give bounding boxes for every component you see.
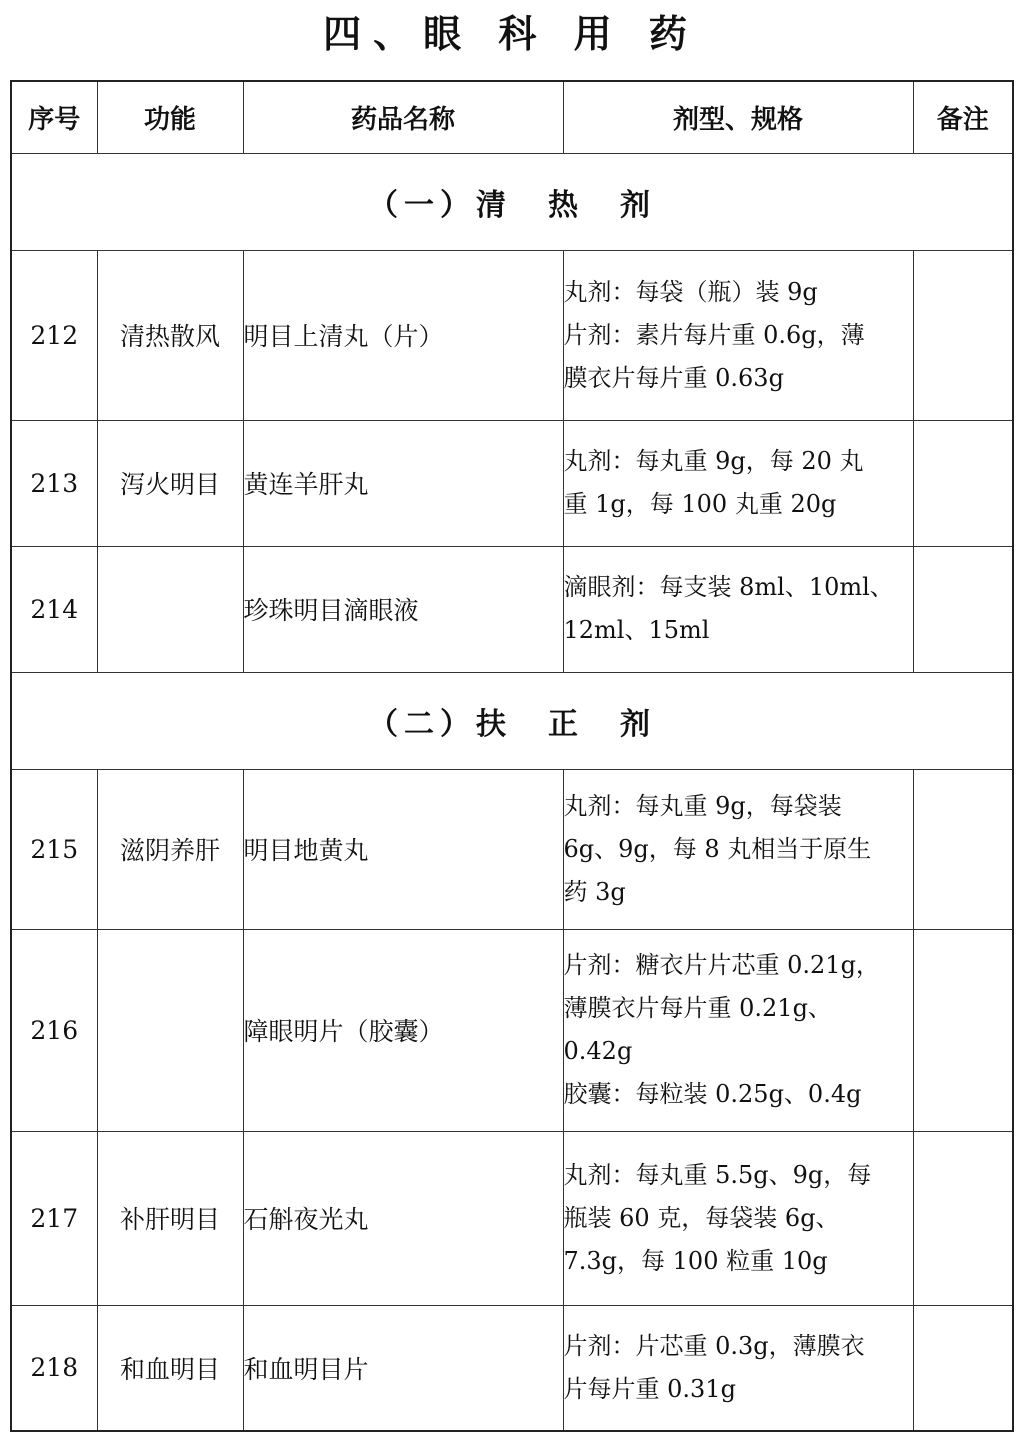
cell-function: 泻火明目: [97, 420, 243, 546]
cell-no: 214: [11, 546, 97, 672]
cell-dosage-spec: [563, 769, 913, 929]
section-title: （一）清 热 剂: [11, 153, 1013, 250]
section-title: （二）扶 正 剂: [11, 672, 1013, 769]
cell-drug-name: 明目上清丸（片）: [243, 250, 563, 420]
cell-note: [913, 250, 1013, 420]
spec-line: 药 3g: [563, 877, 626, 906]
spec-line: 瓶装 60 克，每袋装 6g、: [563, 1203, 840, 1232]
header-drug-name: 药品名称: [243, 81, 563, 153]
cell-function: 和血明目: [97, 1305, 243, 1431]
cell-dosage-spec: [563, 250, 913, 420]
cell-function: 滋阴养肝: [97, 769, 243, 929]
spec-line: 0.42g: [563, 1037, 633, 1065]
cell-dosage-spec: [563, 546, 913, 672]
spec-line: 6g、9g，每 8 丸相当于原生: [563, 834, 872, 863]
cell-function: 补肝明目: [97, 1131, 243, 1305]
cell-drug-name: 和血明目片: [243, 1305, 563, 1431]
table-row: [11, 546, 1013, 672]
table-row: [11, 1305, 1013, 1431]
spec-line: 片每片重 0.31g: [563, 1374, 736, 1403]
section-row: [11, 672, 1013, 769]
cell-no: 213: [11, 420, 97, 546]
spec-line: 片剂：片芯重 0.3g，薄膜衣: [563, 1331, 865, 1360]
spec-line: 7.3g，每 100 粒重 10g: [563, 1246, 828, 1275]
cell-function: [97, 546, 243, 672]
spec-line: 丸剂：每袋（瓶）装 9g: [563, 277, 818, 306]
spec-line: 片剂：素片每片重 0.6g，薄: [563, 320, 865, 349]
table-row: [11, 1131, 1013, 1305]
cell-function: 清热散风: [97, 250, 243, 420]
cell-dosage-spec: [563, 420, 913, 546]
spec-line: 重 1g，每 100 丸重 20g: [563, 490, 837, 518]
cell-no: 216: [11, 929, 97, 1131]
spec-line: 丸剂：每丸重 5.5g、9g，每: [563, 1160, 872, 1189]
table-row: [11, 929, 1013, 1131]
cell-no: 218: [11, 1305, 97, 1431]
cell-dosage-spec: [563, 1305, 913, 1431]
spec-line: 薄膜衣片每片重 0.21g、: [563, 994, 832, 1022]
cell-drug-name: 明目地黄丸: [243, 769, 563, 929]
cell-note: [913, 1305, 1013, 1431]
header-no: 序号: [11, 81, 97, 153]
section-row: [11, 153, 1013, 250]
table-header-row: [11, 81, 1013, 153]
header-note: 备注: [913, 81, 1013, 153]
cell-function: [97, 929, 243, 1131]
spec-line: 胶囊：每粒装 0.25g、0.4g: [563, 1080, 862, 1108]
spec-line: 丸剂：每丸重 9g，每袋装: [563, 791, 842, 820]
cell-note: [913, 420, 1013, 546]
spec-line: 滴眼剂：每支装 8ml、10ml、: [563, 573, 894, 601]
cell-note: [913, 546, 1013, 672]
cell-dosage-spec: [563, 1131, 913, 1305]
cell-note: [913, 769, 1013, 929]
cell-drug-name: 障眼明片（胶囊）: [243, 929, 563, 1131]
header-dosage-spec: 剂型、规格: [563, 81, 913, 153]
drug-table: [10, 80, 1014, 1432]
spec-line: 膜衣片每片重 0.63g: [563, 363, 784, 392]
spec-line: 片剂：糖衣片片芯重 0.21g，: [563, 951, 880, 979]
cell-drug-name: 石斛夜光丸: [243, 1131, 563, 1305]
cell-note: [913, 929, 1013, 1131]
cell-no: 217: [11, 1131, 97, 1305]
cell-drug-name: 珍珠明目滴眼液: [243, 546, 563, 672]
cell-note: [913, 1131, 1013, 1305]
table-row: [11, 250, 1013, 420]
cell-no: 212: [11, 250, 97, 420]
cell-drug-name: 黄连羊肝丸: [243, 420, 563, 546]
cell-dosage-spec: [563, 929, 913, 1131]
spec-line: 丸剂：每丸重 9g，每 20 丸: [563, 447, 864, 475]
spec-line: 12ml、15ml: [563, 616, 710, 644]
cell-no: 215: [11, 769, 97, 929]
header-function: 功能: [97, 81, 243, 153]
table-row: [11, 769, 1013, 929]
page-title: 四、眼 科 用 药: [323, 12, 699, 56]
table-row: [11, 420, 1013, 546]
